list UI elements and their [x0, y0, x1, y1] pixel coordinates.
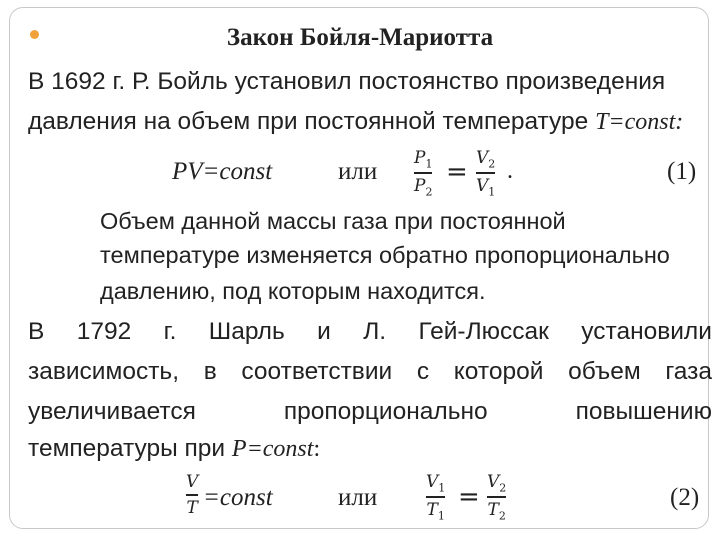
paragraph-2-line-2 — [28, 360, 712, 385]
fraction-denominator: $P_2$ — [414, 175, 433, 199]
paragraph-2-line-1 — [28, 320, 712, 345]
word: пропорционально — [283, 398, 488, 425]
word: которой — [453, 358, 544, 385]
word: г. — [163, 318, 177, 345]
formula-2-fraction-vt — [186, 472, 198, 518]
paragraph-2-line-4-math: P=const — [231, 436, 314, 462]
formula-1-number: (1) — [667, 158, 697, 185]
fraction-denominator: $V_1$ — [476, 175, 496, 199]
paragraph-2-line-4-text: температуры при — [28, 435, 232, 462]
word: В — [28, 318, 45, 345]
formula-1-left: PV=const — [172, 158, 273, 185]
statement-line-2: температуре изменяется обратно пропорционально — [100, 242, 670, 268]
formula-1-fraction-p — [414, 148, 432, 198]
fraction-denominator: $T_1$ — [426, 499, 445, 523]
formula-2-fraction-2 — [487, 472, 506, 522]
formula-2-or: или — [338, 484, 378, 511]
formula-2-equals: = — [458, 482, 480, 512]
formula-2-number: (2) — [670, 484, 700, 511]
fraction-bar — [487, 496, 506, 498]
formula-1-dot: . — [507, 158, 513, 184]
slide-title: Закон Бойля-Мариотта — [226, 24, 494, 51]
fraction-bar — [186, 494, 198, 496]
paragraph-2-line-4-end: : — [313, 436, 321, 462]
paragraph-1-line-1: В 1692 г. Р. Бойль установил постоянство произведения — [28, 68, 666, 95]
word: Л. — [363, 318, 387, 345]
word: 1792 — [76, 318, 132, 345]
formula-1-fraction-v — [476, 148, 495, 198]
formula-1-equals: = — [446, 157, 468, 187]
word: повышению — [575, 398, 712, 425]
word: зависимость, — [28, 358, 180, 385]
fraction-numerator: V — [186, 472, 199, 492]
fraction-denominator: $T_2$ — [487, 499, 506, 523]
fraction-bar — [414, 172, 432, 174]
formula-2-fraction-1 — [426, 472, 445, 522]
fraction-numerator: $P_1$ — [414, 148, 433, 171]
word: Гей-Люссак — [418, 318, 549, 345]
paragraph-1-line-2-text: давления на объем при постоянной температуре — [28, 108, 596, 135]
paragraph-2-line-3 — [28, 400, 712, 425]
paragraph-1-line-2 — [28, 110, 683, 135]
word: соответствии — [241, 358, 393, 385]
word: установили — [581, 318, 712, 345]
fraction-bar — [426, 496, 445, 498]
word: увеличивается — [28, 398, 196, 425]
formula-2-right: =const — [203, 484, 273, 511]
fraction-denominator: T — [186, 497, 198, 518]
formula-1-or: или — [338, 158, 378, 185]
paragraph-2-line-4 — [28, 437, 320, 462]
word: газа — [665, 358, 712, 385]
fraction-bar — [476, 172, 495, 174]
word: в — [203, 358, 217, 385]
word: и — [317, 318, 331, 345]
statement-line-1: Объем данной массы газа при постоянной — [100, 208, 566, 234]
fraction-numerator: $V_2$ — [487, 472, 507, 495]
fraction-numerator: $V_2$ — [476, 148, 496, 171]
statement-line-3: давлению, под которым находится. — [100, 278, 486, 304]
paragraph-1-line-2-math: T=const: — [595, 109, 684, 135]
fraction-numerator: $V_1$ — [426, 472, 446, 495]
word: объем — [568, 358, 641, 385]
word: с — [416, 358, 430, 385]
word: Шарль — [208, 318, 285, 345]
